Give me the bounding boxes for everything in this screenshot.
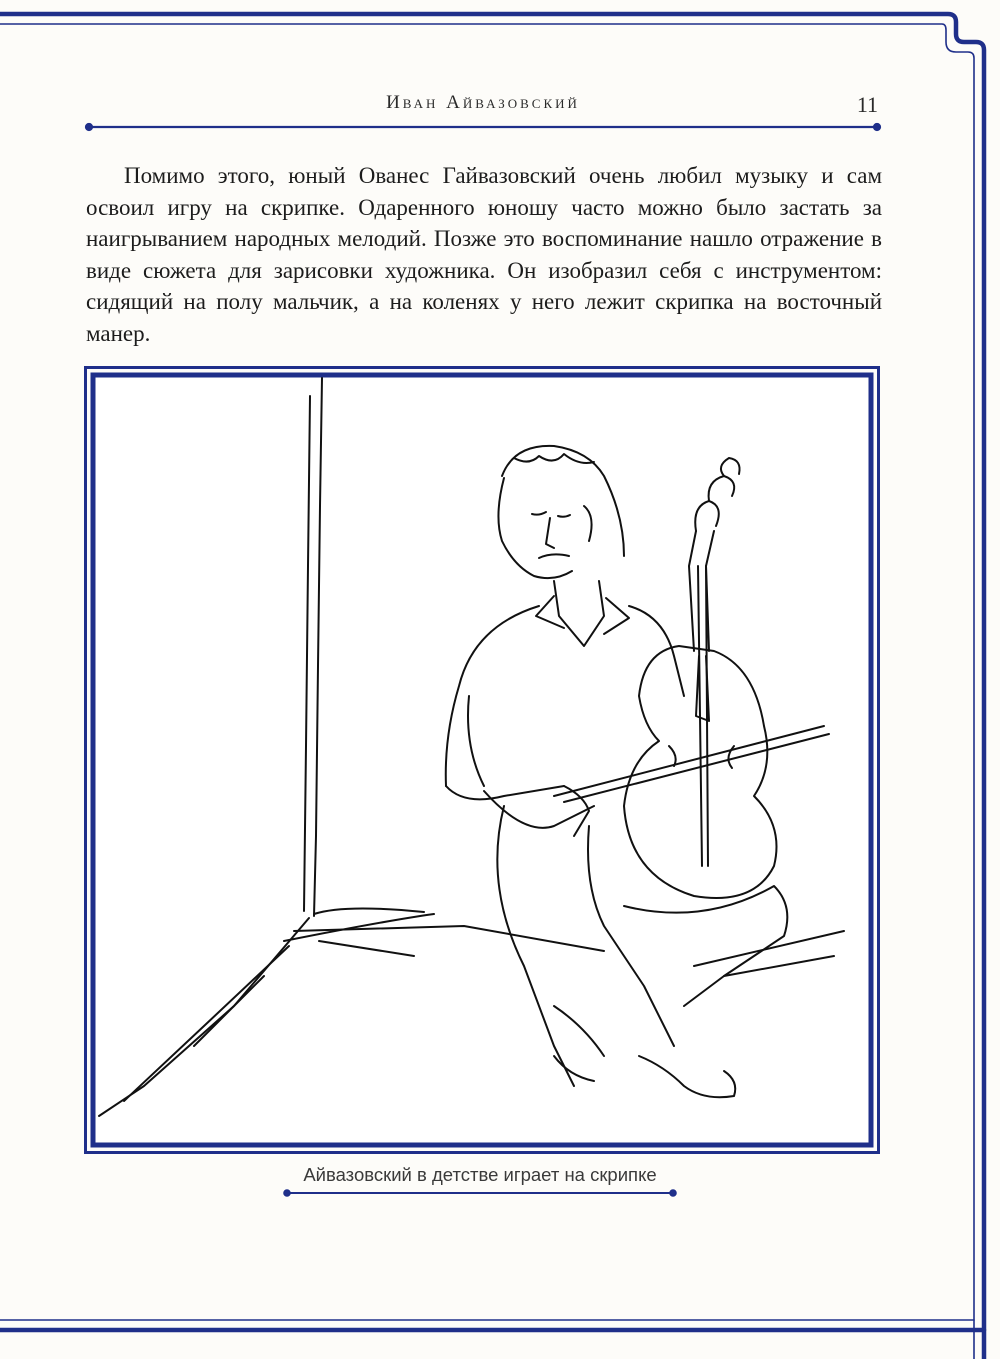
caption-rule (284, 1190, 677, 1197)
body-paragraph: Помимо этого, юный Ованес Гайвазовский очень любил музыку и сам освоил игру на скрипке. Одаренного юношу часто можно было застать за наигрыванием народных мелодий. Позже это воспоминание нашло отражение в виде сюжета для зарисовки художника. Он изобразил себя с инструментом: сидящий на полу мальчик, а на коленях у него лежит скрипка на восточный манер. (86, 163, 882, 346)
header-rule (85, 123, 880, 130)
running-head (88, 92, 878, 122)
book-title: Иван Айвазовский (386, 92, 580, 113)
illustration (84, 366, 880, 1154)
page-number: 11 (856, 92, 878, 117)
figure-caption: Айвазовский в детстве играет на скрипке (303, 1164, 657, 1185)
